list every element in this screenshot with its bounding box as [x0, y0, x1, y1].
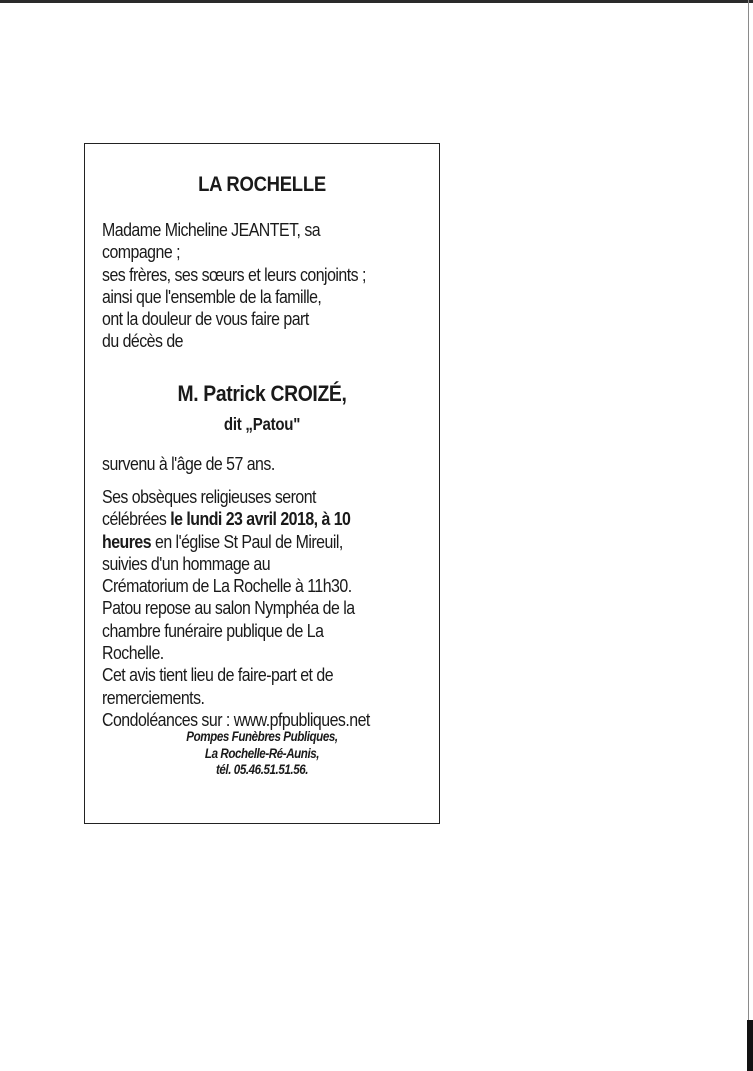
ceremony-line: Crématorium de La Rochelle à 11h30. — [102, 575, 352, 597]
ceremony-line: Ses obsèques religieuses seront — [102, 486, 316, 507]
scan-edge-right — [748, 0, 749, 1071]
funeral-home-phone: tél. 05.46.51.51.56. — [215, 762, 309, 777]
ceremony-date: le lundi 23 avril 2018, à 10 — [170, 508, 351, 530]
ceremony-line: suivies d'un hommage au — [102, 552, 271, 574]
ceremony-line: chambre funéraire publique de La — [102, 619, 324, 641]
ceremony-line: Patou repose au salon Nymphéa de la — [102, 597, 355, 619]
family-line: Madame Micheline JEANTET, sa — [102, 219, 321, 240]
family-line: du décès de — [102, 330, 184, 352]
family-line: ont la douleur de vous faire part — [102, 308, 309, 330]
age-statement — [102, 453, 433, 475]
obituary-notice — [84, 143, 440, 824]
ceremony-date-line — [102, 508, 433, 530]
scan-edge-mark — [747, 1020, 753, 1071]
ceremony-hour: heures — [102, 530, 152, 552]
ceremony-line: Cet avis tient lieu de faire-part et de — [102, 664, 334, 686]
ceremony-details — [102, 486, 433, 731]
family-line: compagne ; — [102, 241, 180, 263]
age-line: survenu à l'âge de 57 ans. — [102, 453, 275, 474]
ceremony-line: Rochelle. — [102, 642, 164, 664]
deceased-name: M. Patrick CROIZÉ, — [177, 381, 347, 406]
notice-city-heading: LA ROCHELLE — [198, 173, 326, 196]
funeral-home-name: Pompes Funèbres Publiques, — [186, 729, 338, 744]
funeral-home-location: La Rochelle-Ré-Aunis, — [204, 745, 320, 761]
condolences-line: Condoléances sur : www.pfpubliques.net — [102, 708, 370, 730]
ceremony-text: célébrées — [102, 508, 171, 530]
scan-edge-top — [0, 0, 753, 3]
family-announcement — [102, 219, 433, 353]
family-line: ses frères, ses sœurs et leurs conjoints ; — [102, 263, 366, 285]
deceased-nickname: dit „Patou" — [223, 414, 301, 434]
funeral-home-signature — [110, 729, 414, 779]
ceremony-place: en l'église St Paul de Mireuil, — [151, 530, 343, 552]
family-line: ainsi que l'ensemble de la famille, — [102, 285, 322, 307]
ceremony-line: remerciements. — [102, 686, 205, 708]
ceremony-place-line — [102, 531, 433, 553]
